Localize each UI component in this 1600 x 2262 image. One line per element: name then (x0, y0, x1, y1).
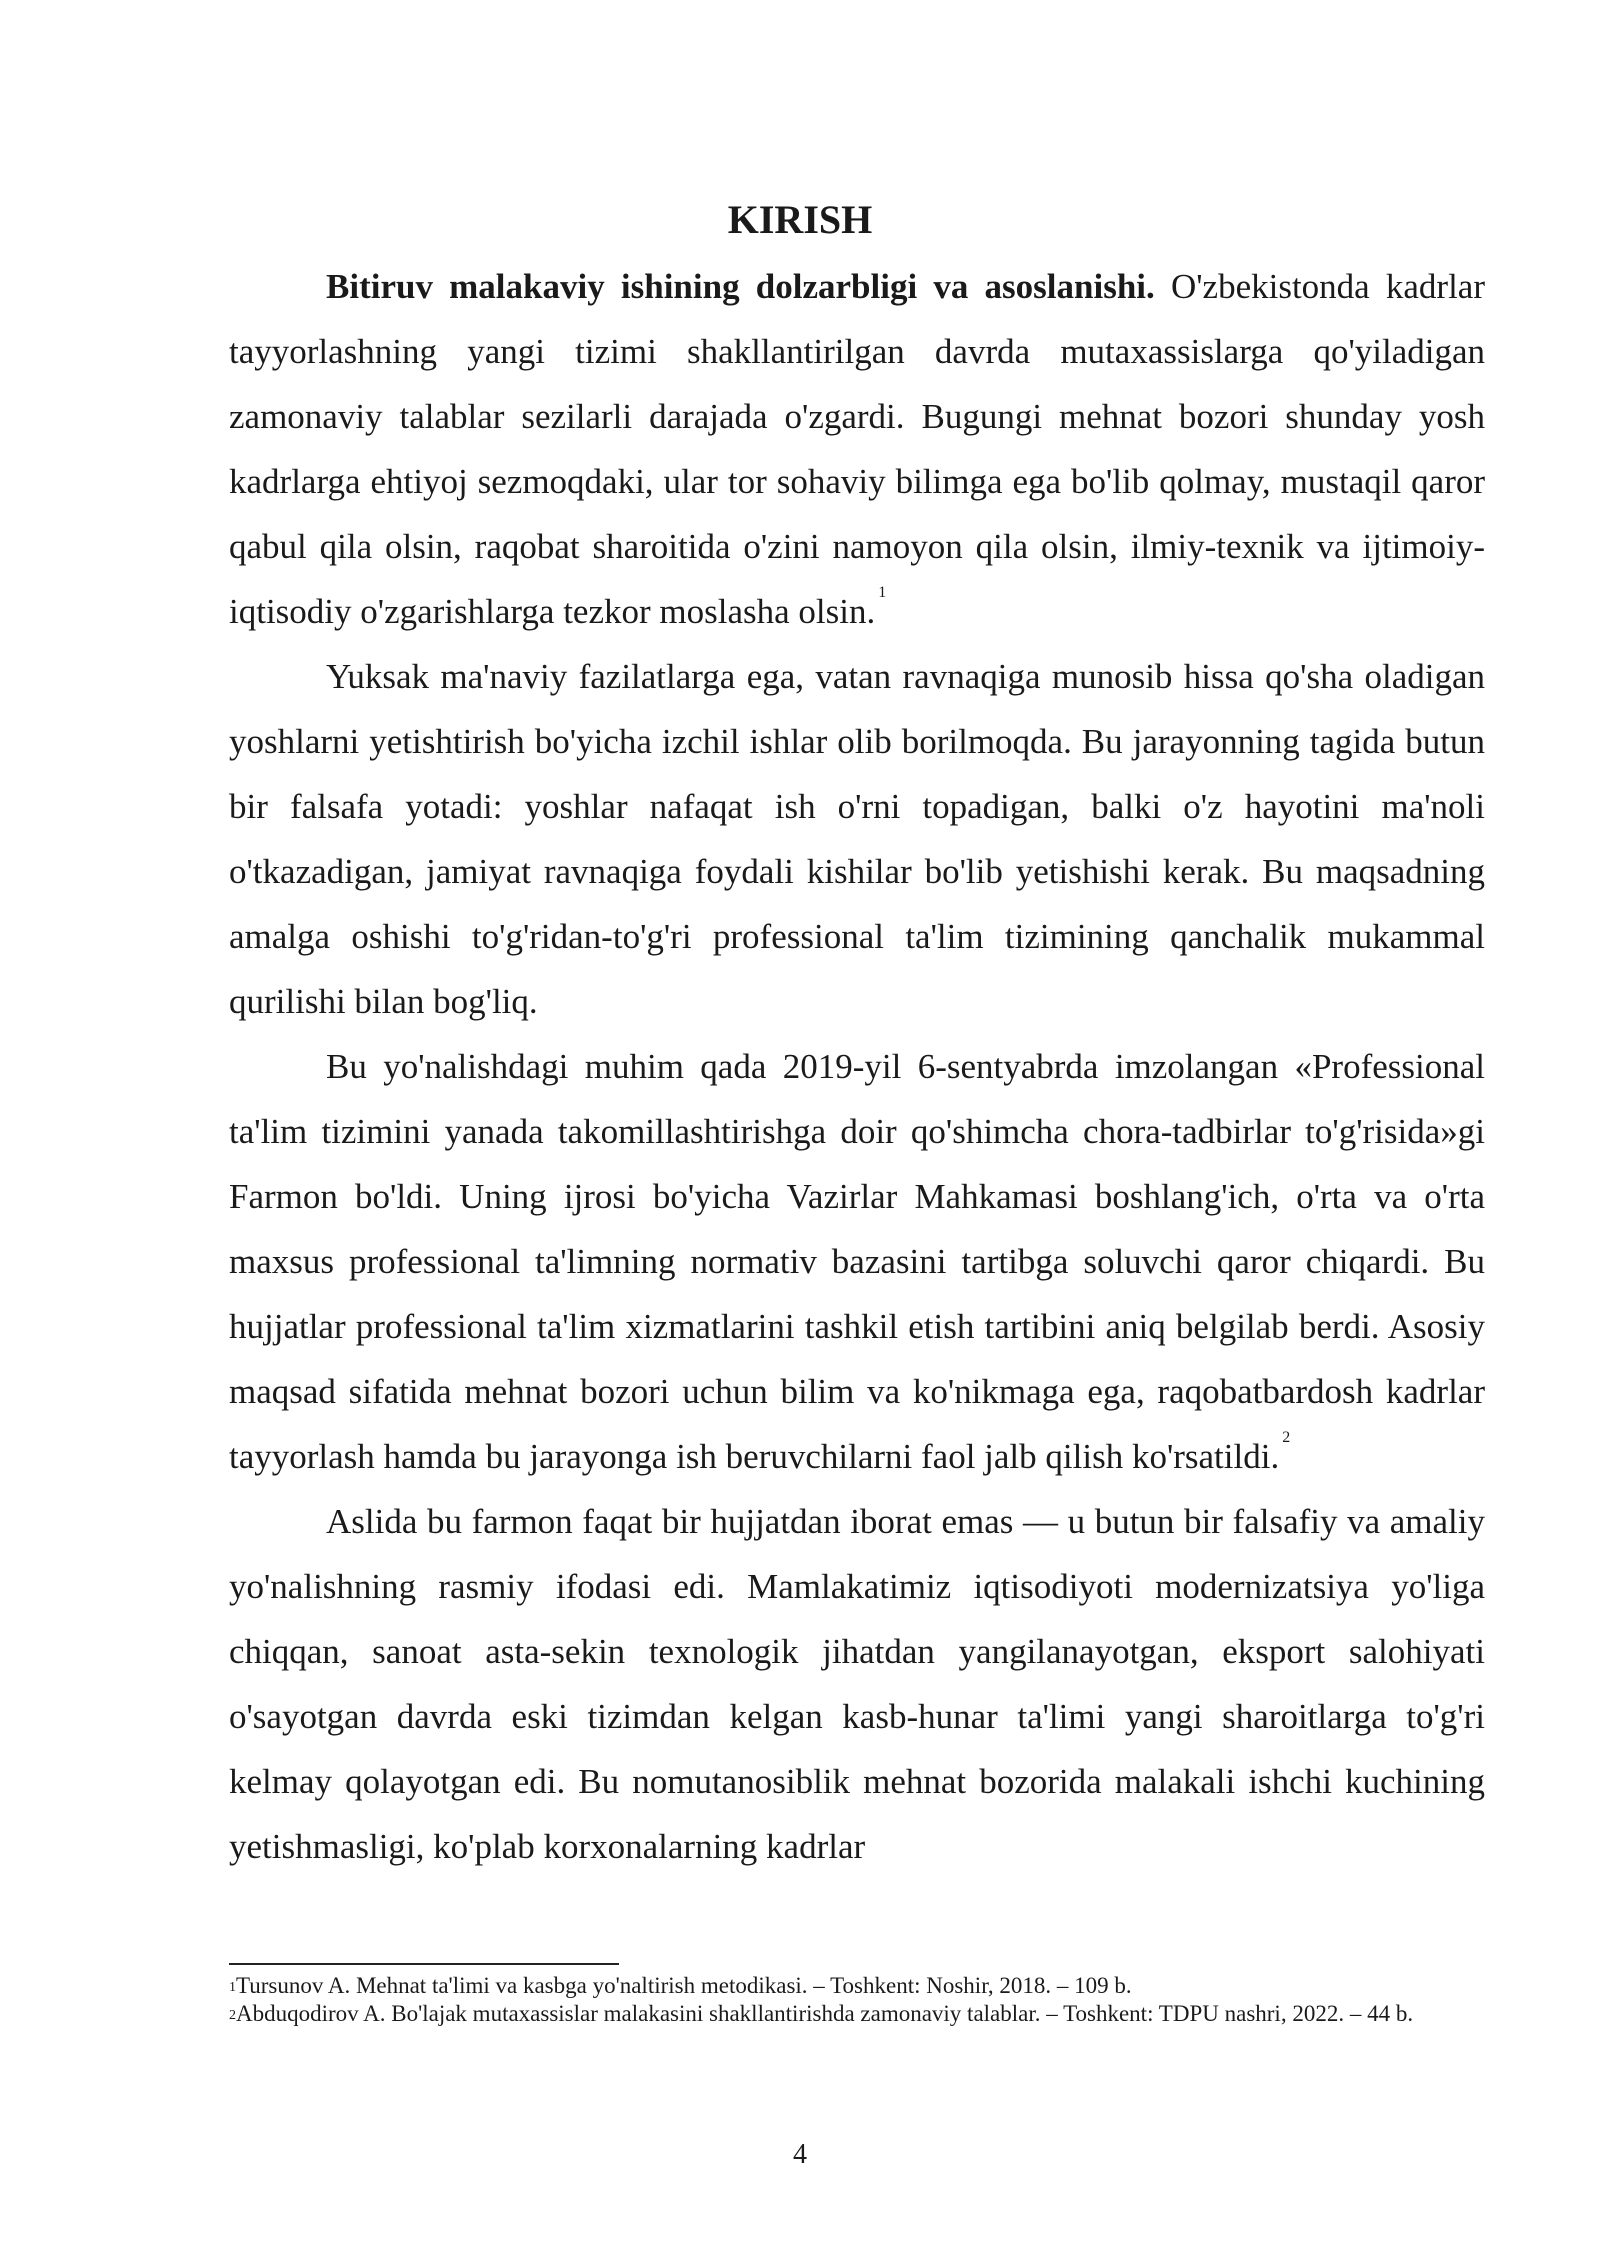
paragraph-text: Bu yo'nalishdagi muhim qada 2019-yil 6-sentyabrda imzolangan «Professional ta'lim tizimini yanada takomillashtirishga doir qo'shimcha chora-tadbirlar to'g'risida»gi Farmon bo'ldi. Uning ijrosi bo'yicha Vazirlar Mahkamasi boshlang'ich, o'rta va o'rta maxsus professional ta'limning normativ bazasini tartibga soluvchi qaror chiqardi. Bu hujjatlar professional ta'lim xizmatlarini tashkil etish tartibini aniq belgilab berdi. Asosiy maqsad sifatida mehnat bozori uchun bilim va ko'nikmaga ega, raqobatbardosh kadrlar tayyorlash hamda bu jarayonga ish beruvchilarni faol jalb qilish ko'rsatildi. (229, 1047, 1485, 1476)
paragraph-text: Yuksak ma'naviy fazilatlarga ega, vatan ravnaqiga munosib hissa qo'sha oladigan yoshlarni yetishtirish bo'yicha izchil ishlar olib borilmoqda. Bu jarayonning tagida butun bir falsafa yotadi: yoshlar nafaqat ish o'rni topadigan, balki o'z hayotini ma'noli o'tkazadigan, jamiyat ravnaqiga foydali kishilar bo'lib yetishishi kerak. Bu maqsadning amalga oshishi to'g'ridan-to'g'ri professional ta'lim tizimining qanchalik mukammal qurilishi bilan bog'liq. (229, 657, 1485, 1021)
footnote-separator (229, 1963, 619, 1965)
footnote-text: Abduqodirov A. Bo'lajak mutaxassislar malakasini shakllantirishda zamonaviy talablar. – Toshkent: TDPU nashri, 2022. – 44 b. (236, 2001, 1414, 2026)
footnote-text: Tursunov A. Mehnat ta'limi va kasbga yo'naltirish metodikasi. – Toshkent: Noshir, 2018. – 109 b. (236, 1973, 1132, 1998)
paragraph-text: Aslida bu farmon faqat bir hujjatdan iborat emas — u butun bir falsafiy va amaliy yo'nalishning rasmiy ifodasi edi. Mamlakatimiz iqtisodiyoti modernizatsiya yo'liga chiqqan, sanoat asta-sekin texnologik jihatdan yangilanayotgan, eksport salohiyati o'sayotgan davrda eski tizimdan kelgan kasb-hunar ta'limi yangi sharoitlarga to'g'ri kelmay qolayotgan edi. Bu nomutanosiblik mehnat bozorida malakali ishchi kuchining yetishmasligi, ko'plab korxonalarning kadrlar (229, 1502, 1485, 1866)
paragraph (229, 1034, 1485, 1489)
footnote-number: 2 (229, 2008, 236, 2023)
footnote (229, 2000, 1485, 2028)
paragraph-lead-bold: Bitiruv malakaviy ishining dolzarbligi va asoslanishi. (326, 267, 1155, 306)
footnote (229, 1972, 1485, 2000)
footnotes (229, 1972, 1485, 2028)
paragraph (229, 254, 1485, 644)
footnote-reference[interactable]: 1 (878, 584, 887, 601)
paragraph (229, 1489, 1485, 1879)
footnote-reference[interactable]: 2 (1282, 1429, 1291, 1446)
footnote-number: 1 (229, 1980, 236, 1995)
page-number: 4 (793, 2139, 807, 2170)
paragraph (229, 644, 1485, 1034)
section-heading: KIRISH (727, 197, 873, 242)
paragraph-text: O'zbekistonda kadrlar tayyorlashning yangi tizimi shakllantirilgan davrda mutaxassislarga qo'yiladigan zamonaviy talablar sezilarli darajada o'zgardi. Bugungi mehnat bozori shunday yosh kadrlarga ehtiyoj sezmoqdaki, ular tor sohaviy bilimga ega bo'lib qolmay, mustaqil qaror qabul qila olsin, raqobat sharoitida o'zini namoyon qila olsin, ilmiy-texnik va ijtimoiy-iqtisodiy o'zgarishlarga tezkor moslasha olsin. (229, 267, 1485, 631)
body-text (229, 254, 1485, 1879)
